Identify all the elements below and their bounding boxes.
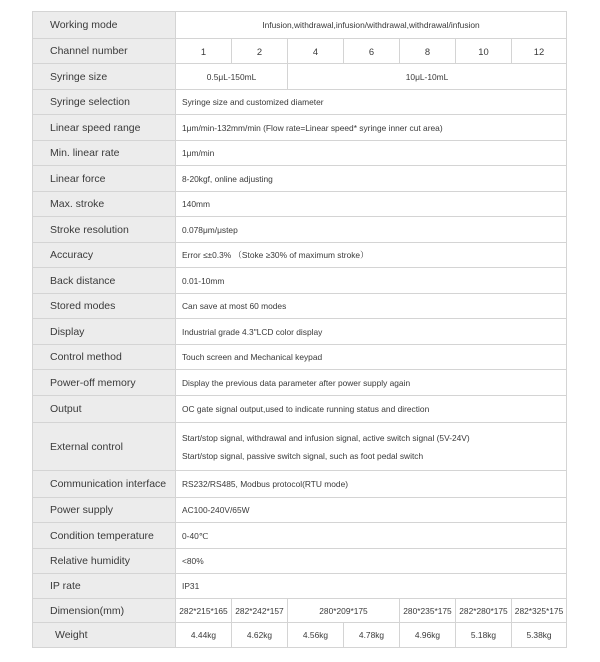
spec-label: Power-off memory: [33, 370, 176, 396]
table-row: [33, 141, 567, 166]
table-row: [33, 268, 567, 294]
spec-label: Control method: [33, 345, 176, 370]
table-row: [33, 523, 567, 549]
channel-cell: 6: [344, 39, 400, 64]
spec-label: Stroke resolution: [33, 217, 176, 243]
spec-label: IP rate: [33, 574, 176, 599]
spec-label: Display: [33, 319, 176, 345]
table-row: [33, 294, 567, 319]
spec-table: [32, 11, 567, 648]
dimension-cell: 280*235*175: [400, 599, 456, 623]
spec-value: 1μm/min: [176, 141, 567, 166]
spec-value: 0-40℃: [176, 523, 567, 549]
table-row: [33, 574, 567, 599]
dimension-cell: 282*325*175: [512, 599, 567, 623]
channel-cell: 4: [288, 39, 344, 64]
weight-cell: 5.38kg: [512, 623, 567, 648]
weight-cell: 4.96kg: [400, 623, 456, 648]
spec-label: Dimension(mm): [33, 599, 176, 623]
table-row: [33, 166, 567, 192]
spec-label: Relative humidity: [33, 549, 176, 574]
table-row: [33, 498, 567, 523]
table-row: [33, 192, 567, 217]
spec-label: Back distance: [33, 268, 176, 294]
weight-cell: 4.78kg: [344, 623, 400, 648]
spec-label: External control: [33, 423, 176, 471]
spec-value: 140mm: [176, 192, 567, 217]
spec-label: Linear force: [33, 166, 176, 192]
table-row: [33, 217, 567, 243]
spec-label: Syringe size: [33, 64, 176, 90]
weight-cell: 4.62kg: [232, 623, 288, 648]
spec-label: Accuracy: [33, 243, 176, 268]
spec-label: Channel number: [33, 39, 176, 64]
spec-value: IP31: [176, 574, 567, 599]
spec-value: Display the previous data parameter after power supply again: [176, 370, 567, 396]
spec-value: Industrial grade 4.3"LCD color display: [176, 319, 567, 345]
dimension-cell: 282*215*165: [176, 599, 232, 623]
table-row: [33, 549, 567, 574]
external-control-line: Start/stop signal, passive switch signal, such as foot pedal switch: [182, 450, 424, 461]
table-row: [33, 396, 567, 423]
spec-value: Error ≤±0.3% （Stoke ≥30% of maximum stroke）: [176, 243, 567, 268]
channel-cell: 8: [400, 39, 456, 64]
weight-cell: 4.44kg: [176, 623, 232, 648]
spec-value: Infusion,withdrawal,infusion/withdrawal,withdrawal/infusion: [176, 12, 567, 39]
spec-value-multiline: [176, 423, 567, 471]
spec-label: Working mode: [33, 12, 176, 39]
table-row: [33, 599, 567, 623]
weight-cell: 5.18kg: [456, 623, 512, 648]
spec-label: Min. linear rate: [33, 141, 176, 166]
syringe-size-cell: 0.5μL-150mL: [176, 64, 288, 90]
spec-label: Output: [33, 396, 176, 423]
weight-cell: 4.56kg: [288, 623, 344, 648]
table-row: [33, 345, 567, 370]
dimension-cell: 282*242*157: [232, 599, 288, 623]
spec-value: RS232/RS485, Modbus protocol(RTU mode): [176, 471, 567, 498]
table-row: [33, 319, 567, 345]
spec-label: Max. stroke: [33, 192, 176, 217]
table-row: [33, 623, 567, 648]
table-row: [33, 64, 567, 90]
channel-cell: 1: [176, 39, 232, 64]
spec-value: <80%: [176, 549, 567, 574]
dimension-cell: 282*280*175: [456, 599, 512, 623]
spec-value: Can save at most 60 modes: [176, 294, 567, 319]
channel-cell: 10: [456, 39, 512, 64]
external-control-line: Start/stop signal, withdrawal and infusion signal, active switch signal (5V-24V): [182, 432, 470, 443]
spec-value: OC gate signal output,used to indicate running status and direction: [176, 396, 567, 423]
spec-value: 8-20kgf, online adjusting: [176, 166, 567, 192]
spec-label: Weight: [33, 623, 176, 648]
table-row: [33, 243, 567, 268]
spec-label: Syringe selection: [33, 90, 176, 115]
spec-value: 0.01-10mm: [176, 268, 567, 294]
spec-label: Power supply: [33, 498, 176, 523]
spec-value: Syringe size and customized diameter: [176, 90, 567, 115]
table-row: [33, 90, 567, 115]
spec-label: Linear speed range: [33, 115, 176, 141]
spec-value: 0.078μm/μstep: [176, 217, 567, 243]
spec-value: AC100-240V/65W: [176, 498, 567, 523]
channel-cell: 2: [232, 39, 288, 64]
table-row: [33, 39, 567, 64]
spec-label: Stored modes: [33, 294, 176, 319]
table-row: [33, 370, 567, 396]
channel-cell: 12: [512, 39, 567, 64]
spec-value: Touch screen and Mechanical keypad: [176, 345, 567, 370]
table-row: [33, 12, 567, 39]
spec-label: Condition temperature: [33, 523, 176, 549]
table-row: [33, 423, 567, 471]
spec-value: 1μm/min-132mm/min (Flow rate=Linear speed* syringe inner cut area): [176, 115, 567, 141]
table-row: [33, 115, 567, 141]
dimension-cell: 280*209*175: [288, 599, 400, 623]
table-row: [33, 471, 567, 498]
spec-label: Communication interface: [33, 471, 176, 498]
syringe-size-cell: 10μL-10mL: [288, 64, 567, 90]
